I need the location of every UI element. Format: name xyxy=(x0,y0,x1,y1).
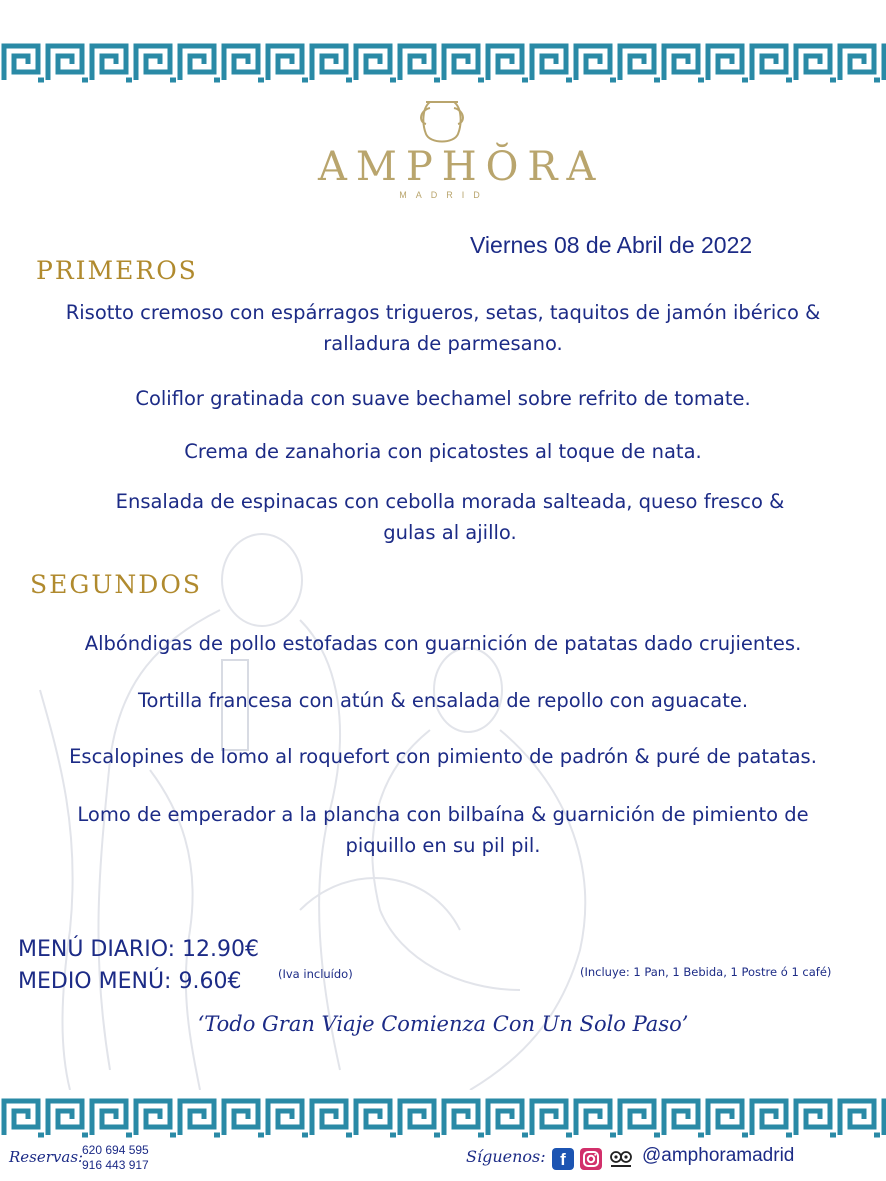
medio-menu-price: MEDIO MENÚ: 9.60€ xyxy=(18,969,242,994)
iva-note: (Iva incluído) xyxy=(278,967,353,981)
facebook-icon[interactable]: f xyxy=(552,1148,574,1170)
primeros-item-3: Crema de zanahoria con picatostes al toque de nata. xyxy=(184,440,702,463)
social-handle[interactable]: @amphoramadrid xyxy=(642,1145,795,1166)
siguenos-label: Síguenos: xyxy=(466,1147,546,1166)
menu-diario-price: MENÚ DIARIO: 12.90€ xyxy=(18,937,260,962)
phone-number-1[interactable]: 620 694 595 xyxy=(82,1143,149,1157)
primeros-item-2: Coliflor gratinada con suave bechamel sobre refrito de tomate. xyxy=(135,387,751,410)
amphora-logo xyxy=(318,98,605,212)
incluye-note: (Incluye: 1 Pan, 1 Bebida, 1 Postre ó 1 café) xyxy=(580,965,832,979)
greek-key-border-bottom xyxy=(0,1093,886,1143)
brand-name: AMPHŎRA xyxy=(318,144,605,190)
greek-key-border-top xyxy=(0,38,886,88)
primeros-heading: PRIMEROS xyxy=(36,256,198,285)
segundos-item-1: Albóndigas de pollo estofadas con guarnición de patatas dado crujientes. xyxy=(84,632,802,655)
phone-number-2[interactable]: 916 443 917 xyxy=(82,1158,149,1172)
tripadvisor-icon[interactable] xyxy=(608,1148,634,1170)
segundos-item-2: Tortilla francesa con atún & ensalada de repollo con aguacate. xyxy=(137,689,749,712)
segundos-heading: SEGUNDOS xyxy=(30,570,202,599)
primeros-item-4: Ensalada de espinacas con cebolla morada salteada, queso fresco & gulas al ajillo. xyxy=(115,490,785,544)
motto-quote: ‘Todo Gran Viaje Comienza Con Un Solo Paso’ xyxy=(197,1012,689,1036)
menu-date: Viernes 08 de Abril de 2022 xyxy=(470,232,753,258)
brand-subname: MADRID xyxy=(399,190,489,200)
instagram-icon[interactable] xyxy=(580,1148,602,1170)
primeros-item-1: Risotto cremoso con espárragos trigueros, setas, taquitos de jamón ibérico & ralladura de parmesano. xyxy=(65,301,821,355)
amphora-icon xyxy=(412,98,472,150)
segundos-item-3: Escalopines de lomo al roquefort con pimiento de padrón & puré de patatas. xyxy=(69,745,817,768)
segundos-item-4: Lomo de emperador a la plancha con bilbaína & guarnición de pimiento de piquillo en su pil pil. xyxy=(77,803,809,857)
reservas-label: Reservas: xyxy=(9,1148,84,1166)
